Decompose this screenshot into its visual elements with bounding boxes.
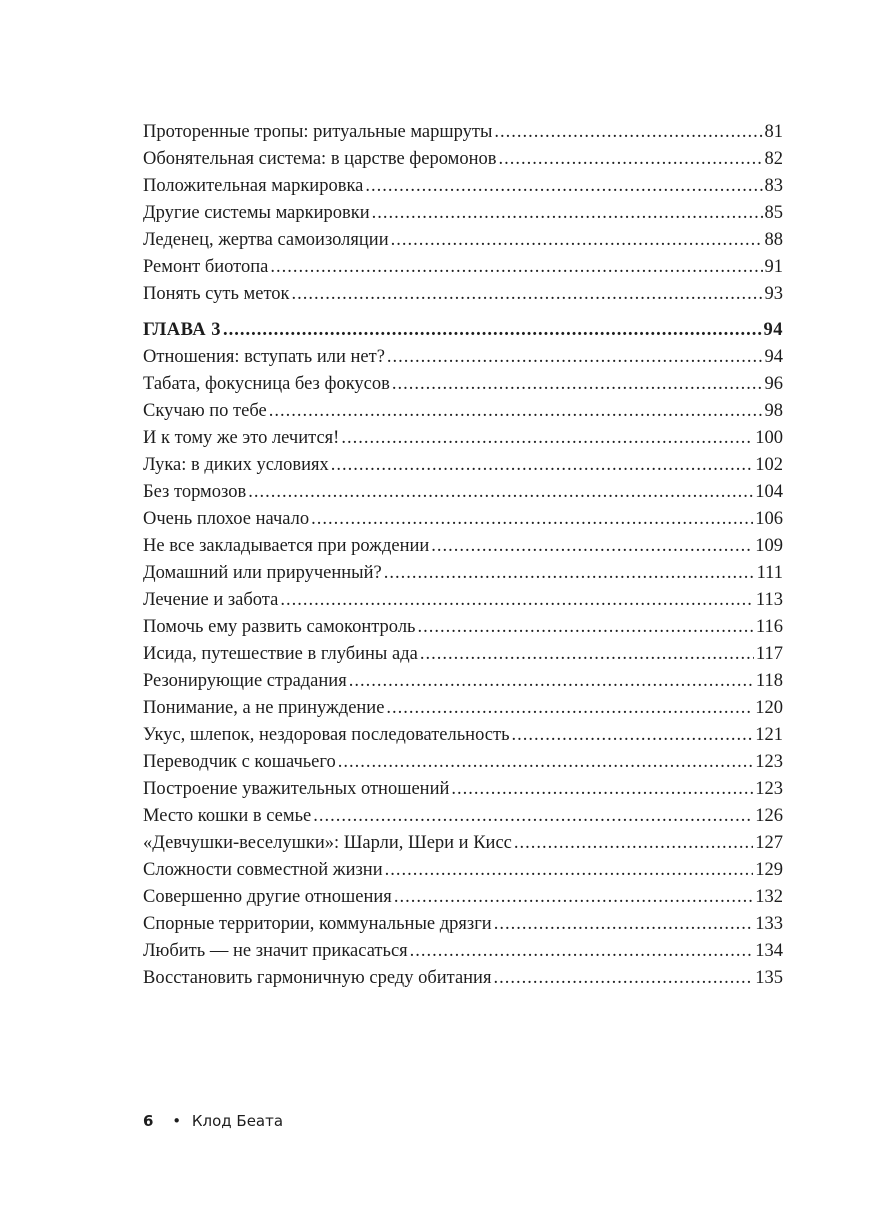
toc-entry-page: 123 <box>755 779 783 799</box>
dot-leader <box>372 200 763 227</box>
dot-leader <box>385 857 754 884</box>
toc-entry-title: Не все закладывается при рождении <box>143 536 430 556</box>
toc-entry-title: Переводчик с кошачьего <box>143 752 336 772</box>
toc-entry-page: 123 <box>755 752 783 772</box>
toc-entry-page: 82 <box>764 149 783 169</box>
dot-leader <box>512 722 754 749</box>
toc-entry <box>143 884 783 911</box>
toc-chapter-title: ГЛАВА 3 <box>143 320 222 340</box>
toc-entry-page: 127 <box>755 833 783 853</box>
toc-entry-title: Леденец, жертва самоизоляции <box>143 230 389 250</box>
dot-leader <box>386 695 753 722</box>
toc-entry-title: Любить — не значит прикасаться <box>143 941 408 961</box>
toc-entry <box>143 560 783 587</box>
toc-entry-page: 117 <box>755 644 783 664</box>
toc-entry-title: Понять суть меток <box>143 284 290 304</box>
toc-entry <box>143 281 783 308</box>
toc-entry <box>143 200 783 227</box>
toc-entry-page: 129 <box>755 860 783 880</box>
toc-entry-title: Совершенно другие отношения <box>143 887 392 907</box>
toc-entry <box>143 749 783 776</box>
toc-entry-page: 100 <box>755 428 783 448</box>
toc-entry-page: 134 <box>755 941 783 961</box>
toc-entry-title: Исида, путешествие в глубины ада <box>143 644 418 664</box>
dot-leader <box>280 587 754 614</box>
toc-entry <box>143 776 783 803</box>
toc-entry-title: Ремонт биотопа <box>143 257 269 277</box>
toc-entry-page: 96 <box>764 374 783 394</box>
toc-entry-page: 121 <box>755 725 783 745</box>
toc-entry-title: Проторенные тропы: ритуальные маршруты <box>143 122 493 142</box>
toc-entry <box>143 173 783 200</box>
toc-entry <box>143 146 783 173</box>
toc-entry-page: 93 <box>764 284 783 304</box>
toc-entry-page: 120 <box>755 698 783 718</box>
toc-entry <box>143 830 783 857</box>
toc-entry-title: Без тормозов <box>143 482 247 502</box>
toc-entry-page: 116 <box>755 617 783 637</box>
toc-chapter-heading <box>143 317 783 344</box>
dot-leader <box>494 911 754 938</box>
dot-leader <box>313 803 753 830</box>
dot-leader <box>269 398 763 425</box>
toc-entry-page: 91 <box>764 257 783 277</box>
toc-entry-page: 102 <box>755 455 783 475</box>
toc-entry-page: 83 <box>764 176 783 196</box>
toc-entry <box>143 227 783 254</box>
bullet-separator: • <box>172 1112 182 1130</box>
toc-entry-title: Помочь ему развить самоконтроль <box>143 617 416 637</box>
toc-entry-page: 133 <box>755 914 783 934</box>
toc-entry <box>143 371 783 398</box>
toc-entry <box>143 938 783 965</box>
dot-leader <box>391 227 763 254</box>
toc-entry-page: 132 <box>755 887 783 907</box>
toc-entry-title: «Девчушки-веселушки»: Шарли, Шери и Кисс <box>143 833 512 853</box>
toc-entry-page: 111 <box>756 563 783 583</box>
toc-entry <box>143 119 783 146</box>
toc-entry-title: Другие системы маркировки <box>143 203 370 223</box>
toc-entry-title: Обонятельная система: в царстве феромонов <box>143 149 497 169</box>
toc-entry-title: Отношения: вступать или нет? <box>143 347 385 367</box>
toc-entry-title: Укус, шлепок, нездоровая последовательность <box>143 725 510 745</box>
toc-entry-title: Резонирующие страдания <box>143 671 347 691</box>
dot-leader <box>410 938 754 965</box>
dot-leader <box>338 749 753 776</box>
page-footer <box>143 1112 283 1130</box>
toc-entry-page: 126 <box>755 806 783 826</box>
dot-leader <box>341 425 753 452</box>
dot-leader <box>514 830 753 857</box>
dot-leader <box>365 173 762 200</box>
toc-entry <box>143 965 783 992</box>
dot-leader <box>420 641 754 668</box>
toc-entry <box>143 254 783 281</box>
dot-leader <box>248 479 753 506</box>
toc-entry-title: Спорные территории, коммунальные дрязги <box>143 914 492 934</box>
toc-entry-page: 135 <box>755 968 783 988</box>
toc-chapter-page: 94 <box>763 320 783 340</box>
toc-entry <box>143 911 783 938</box>
dot-leader <box>387 344 763 371</box>
toc-entry <box>143 398 783 425</box>
toc-entry-title: И к тому же это лечится! <box>143 428 340 448</box>
toc-entry <box>143 479 783 506</box>
toc-entry-title: Лука: в диких условиях <box>143 455 329 475</box>
toc-entry-title: Очень плохое начало <box>143 509 310 529</box>
toc-entry <box>143 506 783 533</box>
toc-entry-title: Положительная маркировка <box>143 176 364 196</box>
toc-entry <box>143 452 783 479</box>
toc-entry-title: Понимание, а не принуждение <box>143 698 385 718</box>
dot-leader <box>223 317 761 344</box>
toc-entry-title: Сложности совместной жизни <box>143 860 383 880</box>
toc-entry <box>143 587 783 614</box>
dot-leader <box>384 560 755 587</box>
dot-leader <box>451 776 753 803</box>
toc-entry-page: 104 <box>755 482 783 502</box>
toc-entry-page: 109 <box>755 536 783 556</box>
dot-leader <box>499 146 763 173</box>
dot-leader <box>292 281 763 308</box>
page-number: 6 <box>143 1112 154 1130</box>
toc-entry-title: Табата, фокусница без фокусов <box>143 374 390 394</box>
toc-entry-page: 106 <box>755 509 783 529</box>
toc-entry-page: 88 <box>764 230 783 250</box>
toc-entry-page: 81 <box>764 122 783 142</box>
toc-entry-page: 94 <box>764 347 783 367</box>
toc-entry-page: 118 <box>755 671 783 691</box>
toc-entry-title: Восстановить гармоничную среду обитания <box>143 968 492 988</box>
dot-leader <box>431 533 753 560</box>
toc-entry-page: 85 <box>764 203 783 223</box>
dot-leader <box>418 614 754 641</box>
toc-entry <box>143 614 783 641</box>
running-author: Клод Беата <box>191 1112 284 1130</box>
dot-leader <box>493 965 753 992</box>
toc-entry <box>143 425 783 452</box>
dot-leader <box>394 884 753 911</box>
toc-entry-title: Лечение и забота <box>143 590 279 610</box>
toc-entry-title: Место кошки в семье <box>143 806 312 826</box>
dot-leader <box>311 506 753 533</box>
toc-entry <box>143 803 783 830</box>
toc-entry <box>143 533 783 560</box>
toc-entry-page: 98 <box>764 401 783 421</box>
toc-entry-title: Домашний или прирученный? <box>143 563 382 583</box>
toc-entry-title: Скучаю по тебе <box>143 401 267 421</box>
dot-leader <box>392 371 763 398</box>
toc-entry-page: 113 <box>755 590 783 610</box>
dot-leader <box>270 254 762 281</box>
toc-entry <box>143 641 783 668</box>
dot-leader <box>331 452 753 479</box>
toc-entry <box>143 695 783 722</box>
dot-leader <box>494 119 762 146</box>
toc-entry <box>143 857 783 884</box>
dot-leader <box>349 668 754 695</box>
table-of-contents <box>143 119 783 992</box>
toc-entry <box>143 344 783 371</box>
toc-entry <box>143 722 783 749</box>
toc-entry-title: Построение уважительных отношений <box>143 779 450 799</box>
toc-entry <box>143 668 783 695</box>
